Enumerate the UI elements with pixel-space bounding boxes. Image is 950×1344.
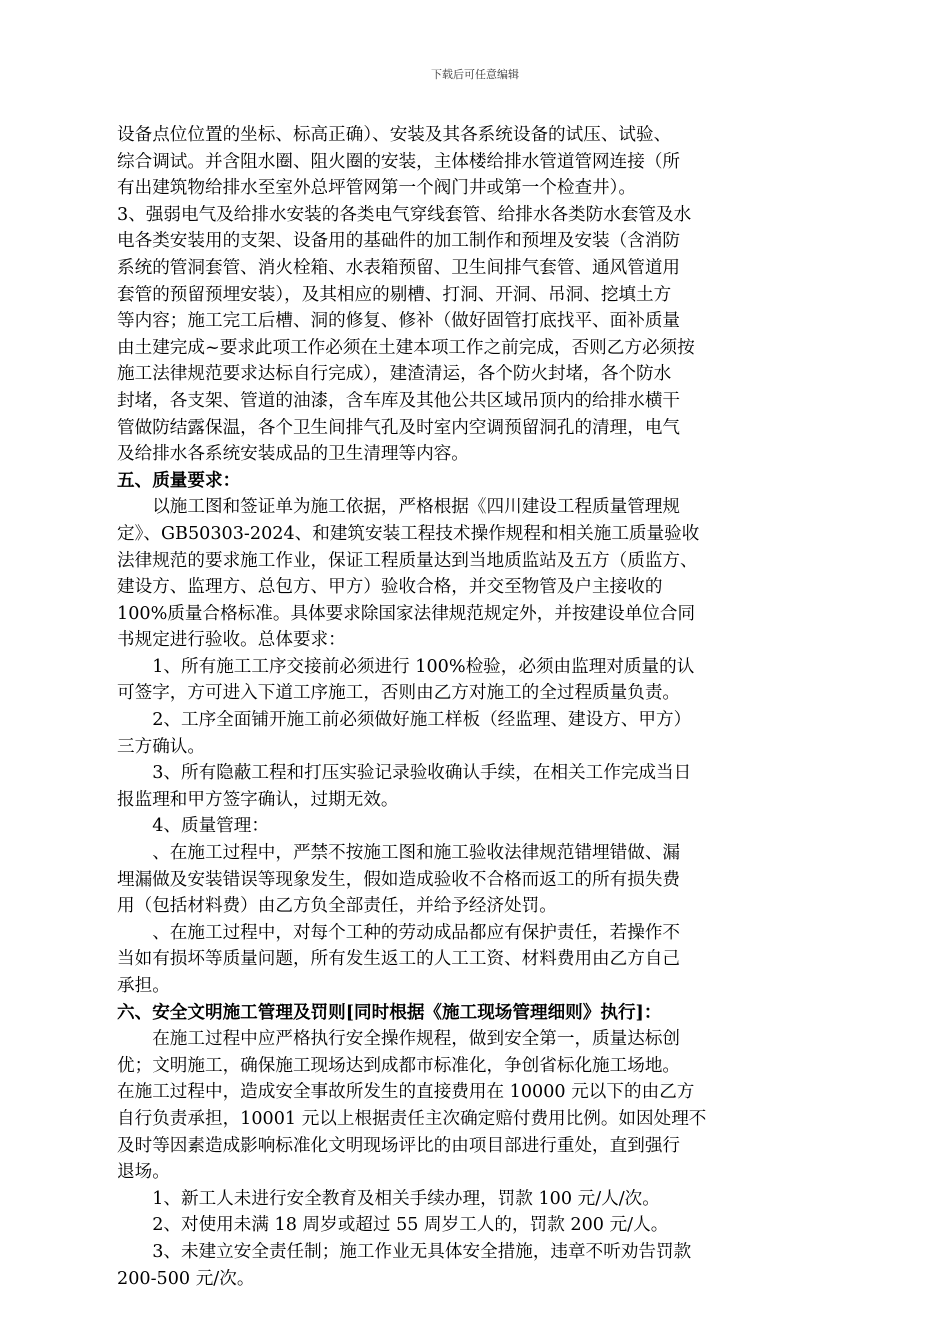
text-line: 封堵，各支架、管道的油漆，含车库及其他公共区域吊顶内的给排水横干 [117, 390, 681, 411]
text-line: 书规定进行验收。总体要求： [117, 630, 346, 651]
text-line: 、在施工过程中，对每个工种的劳动成品都应有保护责任，若操作不 [117, 922, 681, 943]
text-line: 施工法律规范要求达标自行完成），建渣清运，各个防火封堵，各个防水 [117, 364, 672, 385]
text-line: 承担。 [117, 976, 170, 996]
text-line: 设备点位位置的坐标、标高正确）、安装及其各系统设备的试压、试验、 [117, 125, 672, 145]
text-line: 埋漏做及安装错误等现象发生，假如造成验收不合格而返工的所有损失费 [117, 869, 681, 890]
page-header: 下载后可任意编辑 [431, 68, 519, 81]
text-line: 由土建完成~要求此项工作必须在土建本项工作之前完成，否则乙方必须按 [117, 337, 695, 358]
text-line: 当如有损坏等质量问题，所有发生返工的人工工资、材料费用由乙方自己 [117, 949, 681, 970]
text-line: 管做防结露保温，各个卫生间排气孔及时室内空调预留洞孔的清理，电气 [117, 417, 681, 438]
text-line: 综合调试。并含阻水圈、阻火圈的安装，主体楼给排水管道管网连接（所 [117, 151, 681, 172]
text-line: 有出建筑物给排水至室外总坪管网第一个阀门井或第一个检查井）。 [117, 178, 637, 199]
text-line: 建设方、监理方、总包方、甲方）验收合格，并交至物管及户主接收的 [117, 577, 663, 598]
text-line: 3、所有隐蔽工程和打压实验记录验收确认手续，在相关工作完成当日 [117, 763, 692, 784]
text-line: 法律规范的要求施工作业，保证工程质量达到当地质监站及五方（质监方、 [117, 550, 698, 571]
text-line: 定》、GB50303-2024、和建筑安装工程技术操作规程和相关施工质量验收 [117, 523, 700, 544]
text-line: 在施工过程中应严格执行安全操作规程，做到安全第一，质量达标创 [117, 1029, 681, 1050]
text-line: 以施工图和签证单为施工依据，严格根据《四川建设工程质量管理规 [117, 497, 681, 518]
text-line: 4、质量管理： [117, 816, 269, 837]
text-line: 及给排水各系统安装成品的卫生清理等内容。 [117, 444, 469, 465]
text-line: 1、所有施工工序交接前必须进行 100%检验，必须由监理对质量的认 [117, 656, 695, 677]
text-line: 可签字，方可进入下道工序施工，否则由乙方对施工的全过程质量负责。 [117, 683, 681, 704]
text-line: 自行负责承担，10001 元以上根据责任主次确定赔付费用比例。如因处理不 [117, 1108, 707, 1129]
text-line: 2、对使用未满 18 周岁或超过 55 周岁工人的，罚款 200 元/人。 [117, 1215, 669, 1236]
text-line: 电各类安装用的支架、设备用的基础件的加工制作和预埋及安装（含消防 [117, 231, 681, 252]
text-line: 等内容；施工完工后槽、洞的修复、修补（做好固管打底找平、面补质量 [117, 311, 681, 332]
text-line: 及时等因素造成影响标准化文明现场评比的由项目部进行重处，直到强行 [117, 1135, 681, 1156]
text-line: 200-500 元/次。 [117, 1268, 255, 1289]
document-body [117, 122, 841, 1292]
text-line: 系统的管洞套管、消火栓箱、水表箱预留、卫生间排气套管、通风管道用 [117, 257, 681, 278]
text-line: 报监理和甲方签字确认，过期无效。 [117, 789, 399, 810]
text-line: 100%质量合格标准。具体要求除国家法律规范规定外，并按建设单位合同 [117, 603, 696, 624]
text-line: 套管的预留预埋安装），及其相应的剔槽、打洞、开洞、吊洞、挖填土方 [117, 284, 672, 305]
text-line: 3、强弱电气及给排水安装的各类电气穿线套管、给排水各类防水套管及水 [117, 204, 692, 225]
text-line: 3、未建立安全责任制；施工作业无具体安全措施，违章不听劝告罚款 [117, 1241, 692, 1262]
text-line: 优；文明施工，确保施工现场达到成都市标准化，争创省标化施工场地。 [117, 1055, 681, 1076]
text-line: 2、工序全面铺开施工前必须做好施工样板（经监理、建设方、甲方） [117, 710, 692, 731]
text-line: 用（包括材料费）由乙方负全部责任，并给予经济处罚。 [117, 896, 557, 917]
text-line: 在施工过程中，造成安全事故所发生的直接费用在 10000 元以下的由乙方 [117, 1082, 695, 1103]
section-heading: 六、安全文明施工管理及罚则[同时根据《施工现场管理细则》执行]： [117, 1001, 662, 1023]
text-line: 1、新工人未进行安全教育及相关手续办理，罚款 100 元/人/次。 [117, 1188, 660, 1209]
text-line: 三方确认。 [117, 736, 205, 757]
section-heading: 五、质量要求： [117, 469, 241, 491]
text-line: 、在施工过程中，严禁不按施工图和施工验收法律规范错埋错做、漏 [117, 843, 681, 864]
text-line: 退场。 [117, 1162, 170, 1183]
